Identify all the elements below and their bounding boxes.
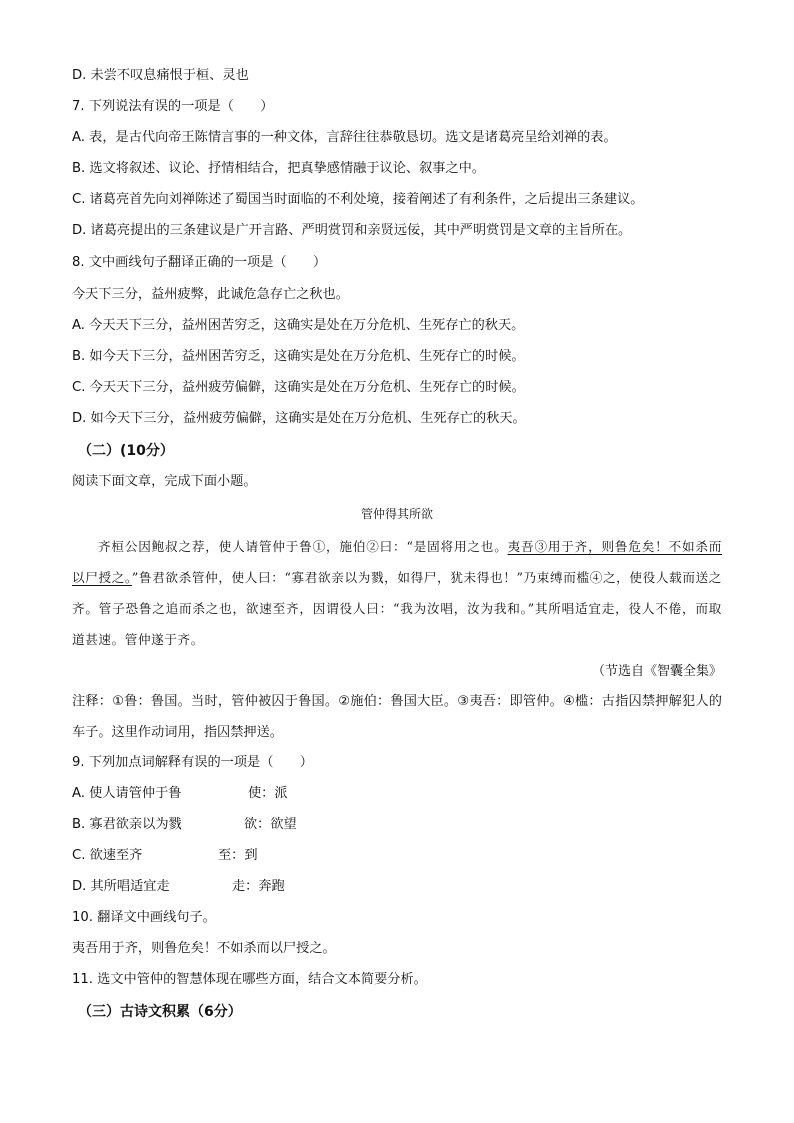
passage-notes: 注释：①鲁：鲁国。当时，管仲被囚于鲁国。②施伯：鲁国大臣。③夷吾：即管仲。④槛：古指囚禁押解犯人的车子。这里作动词用，指囚禁押送。 (72, 694, 722, 740)
reading-instruction: 阅读下面文章，完成下面小题。 (72, 474, 257, 489)
q9-option-d-gloss: 走：奔跑 (232, 879, 285, 894)
q9-option-a-gloss: 使：派 (248, 786, 288, 801)
underlined-sentence-1: 夷吾③用于齐，则鲁危矣！不如 (507, 539, 696, 554)
q9-option-c (72, 846, 722, 866)
q7-option-b: B. 选文将叙述、议论、抒情相结合，把真挚感情融于议论、叙事之中。 (72, 161, 486, 176)
q9-option-b-gloss: 欲：欲望 (244, 817, 297, 832)
passage-title: 管仲得其所欲 (360, 507, 433, 521)
q8-option-c: C. 今天天下三分，益州疲劳偏僻，这确实是处在万分危机、生死存亡的时候。 (72, 380, 525, 395)
q9-option-d (72, 877, 722, 897)
q10-sentence: 夷吾用于齐，则鲁危矣！不如杀而以尸授之。 (72, 941, 336, 956)
q9-option-a (72, 784, 722, 804)
q9-option-c-gloss: 至：到 (218, 848, 258, 863)
q10-stem: 10. 翻译文中画线句子。 (72, 910, 216, 925)
q9-stem: 9. 下列加点词解释有误的一项是（ ） (72, 755, 313, 770)
q7-option-c: C. 诸葛亮首先向刘禅陈述了蜀国当时面临的不利处境，接着阐述了有利条件，之后提出三条建议。 (72, 192, 644, 207)
passage-source: （节选自《智囊全集》 (591, 664, 722, 679)
section-3-heading: （三）古诗文积累（6分） (78, 1004, 242, 1020)
passage-part-2: ”鲁君欲杀管仲，使人曰：“寡君欲亲以为戮，如得尸，犹未得也！”乃束缚而槛④之，使役人载而送之齐。管子恐鲁之追而杀之也，欲速至齐，因谓役人曰：“我为汝唱，汝为我和。”其所唱适宜走，役人不倦，而取道甚速。管仲遂于齐。 (72, 570, 722, 647)
q8-option-a: A. 今天天下三分，益州困苦穷乏，这确实是处在万分危机、生死存亡的秋天。 (72, 318, 525, 333)
q9-option-c-text: C. 欲速至齐 (72, 848, 143, 863)
q9-option-b-text: B. 寡君欲亲以为戮 (72, 817, 182, 832)
q9-option-b (72, 815, 722, 835)
passage-text (72, 531, 722, 655)
q6-option-d: D. 未尝不叹息痛恨于桓、灵也 (72, 68, 249, 83)
q8-stem: 8. 文中画线句子翻译正确的一项是（ ） (72, 255, 327, 270)
q8-sentence: 今天下三分，益州疲弊，此诚危急存亡之秋也。 (72, 287, 349, 302)
q7-option-a: A. 表，是古代向帝王陈情言事的一种文体，言辞往往恭敬恳切。选文是诸葛亮呈给刘禅的表。 (72, 130, 617, 145)
section-2-heading: （二）(10分） (78, 443, 174, 459)
q7-option-d: D. 诸葛亮提出的三条建议是广开言路、严明赏罚和亲贤远佞，其中严明赏罚是文章的主旨所在。 (72, 223, 632, 238)
underlined-sentence-2: 杀而以尸授之。 (72, 539, 722, 585)
q8-option-d: D. 如今天下三分，益州疲劳偏僻，这确实是处在万分危机、生死存亡的秋天。 (72, 411, 526, 426)
q8-option-b: B. 如今天下三分，益州困苦穷乏，这确实是处在万分危机、生死存亡的时候。 (72, 349, 525, 364)
q9-option-d-text: D. 其所唱适宜走 (72, 879, 170, 894)
q9-option-a-text: A. 使人请管仲于鲁 (72, 786, 182, 801)
q7-stem: 7. 下列说法有误的一项是（ ） (72, 99, 274, 114)
q11-stem: 11. 选文中管仲的智慧体现在哪些方面，结合文本简要分析。 (72, 972, 427, 987)
passage-part-1: 齐桓公因鲍叔之荐，使人请管仲于鲁①，施伯②曰：“是固将用之也。 (98, 539, 508, 554)
